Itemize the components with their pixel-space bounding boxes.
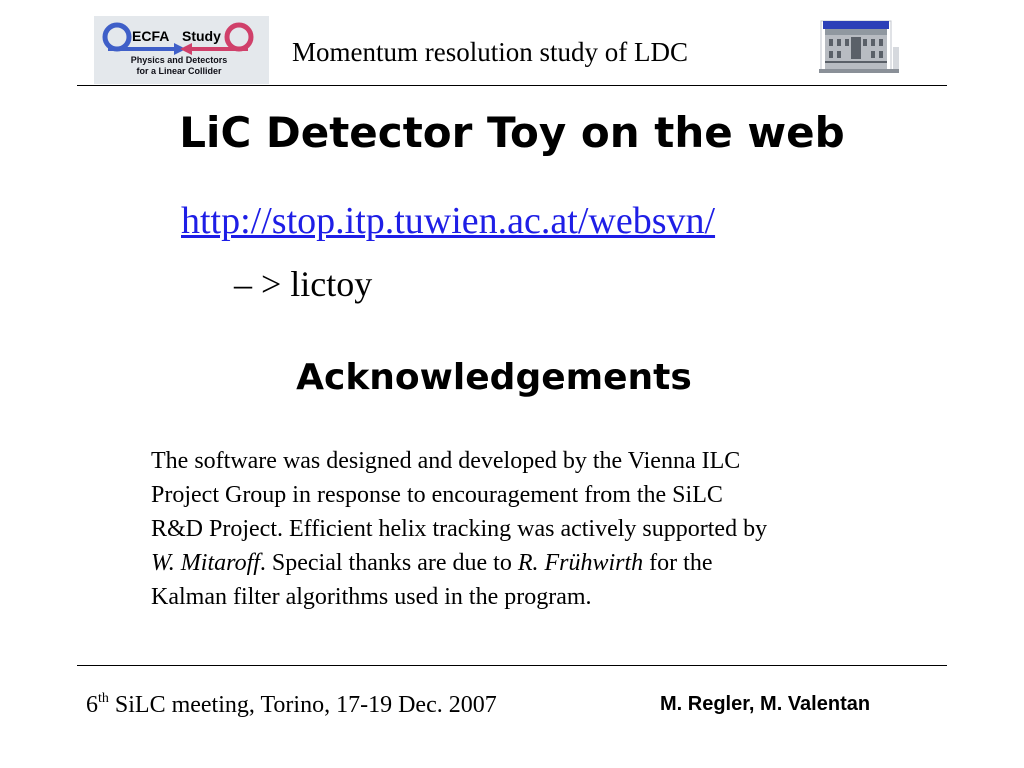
person-fruhwirth: R. Frühwirth (517, 550, 644, 576)
footer-divider (77, 665, 947, 666)
ack-line-4-end: for the (643, 550, 713, 576)
ack-line-4 (151, 546, 911, 580)
footer-authors (660, 691, 870, 717)
person-mitaroff: W. Mitaroff (151, 550, 260, 576)
author-regler: M. Regler (660, 693, 749, 715)
meeting-details: SiLC meeting, Torino, 17-19 Dec. 2007 (108, 692, 497, 718)
ecfa-study-logo (94, 16, 269, 84)
ack-line-3: R&D Project. Efficient helix tracking was actively supported by (151, 516, 768, 542)
university-building-icon (815, 17, 901, 75)
logo-subtitle-line1: Physics and Detectors (130, 55, 228, 65)
author-valentan: M. Valentan (760, 693, 871, 715)
logo-subtitle-line2: for a Linear Collider (136, 66, 222, 76)
ack-line-2: Project Group in response to encouragement from the SiLC (151, 482, 723, 508)
header-divider (77, 85, 947, 86)
slide-title: LiC Detector Toy on the web (179, 108, 845, 157)
ack-line-4-middle: . Special thanks are due to (259, 550, 518, 576)
header-title: Momentum resolution study of LDC (292, 37, 688, 67)
lictoy-path-text: – > lictoy (234, 264, 373, 304)
websvn-link[interactable]: http://stop.itp.tuwien.ac.at/websvn/ (181, 200, 716, 242)
ack-line-5: Kalman filter algorithms used in the program. (151, 584, 592, 610)
acknowledgements-paragraph (151, 444, 911, 614)
acknowledgements-heading: Acknowledgements (296, 357, 692, 398)
footer-meeting-info (86, 690, 497, 720)
meeting-ordinal-suffix: th (98, 691, 109, 706)
meeting-ordinal: 6 (86, 692, 98, 718)
logo-study-text: Study (182, 28, 221, 44)
ack-line-1: The software was designed and developed by the Vienna ILC (151, 448, 741, 474)
author-separator: , (748, 693, 761, 715)
logo-ecfa-text: ECFA (132, 28, 170, 44)
